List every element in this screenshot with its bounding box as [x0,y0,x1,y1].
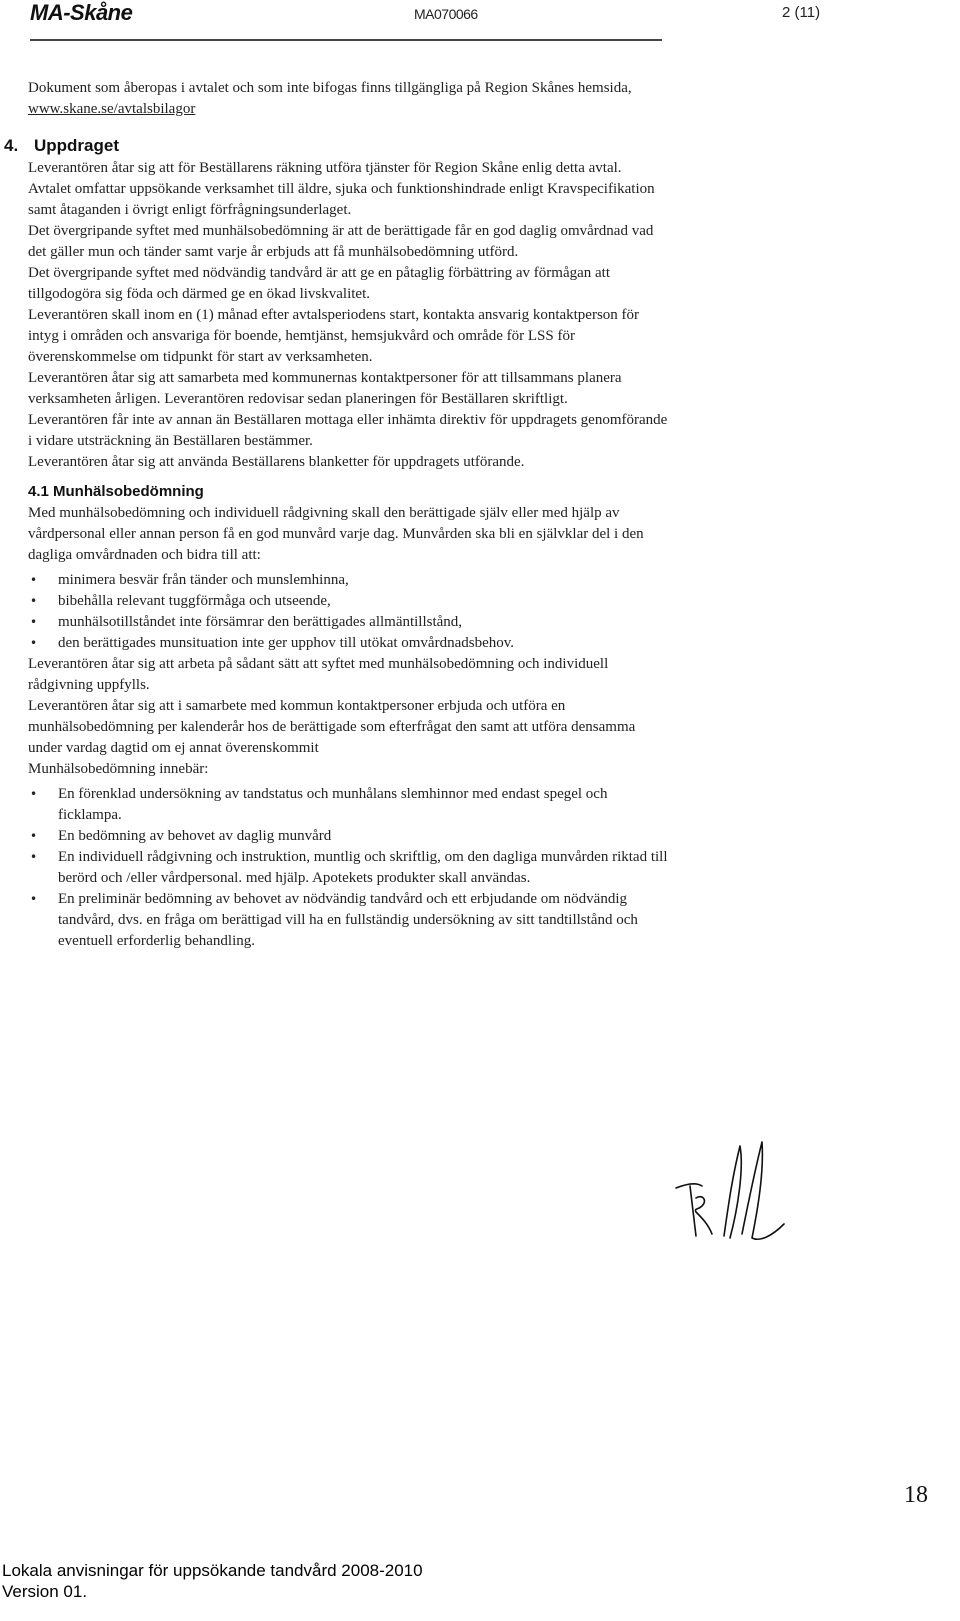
section-4-1-heading: 4.1 Munhälsobedömning [28,483,204,500]
section-4-number: 4. [4,136,19,155]
includes-label: Munhälsobedömning innebär: [28,761,209,777]
list-item: • En bedömning av behovet av daglig munvård [28,826,668,847]
section-4-1-paragraph: Leverantören åtar sig att arbeta på sådant sätt att syftet med munhälsobedömning och individuell rådgivning uppfylls. [28,656,609,693]
footer [2,1560,423,1602]
list-item: • En preliminär bedömning av behovet av nödvändig tandvård och ett erbjudande om nödvändig tandvård, dvs. en fråga om berättigad vill ha en fullständig undersökning av sitt tandtillstånd och eventuell erforderlig behandling. [30,891,638,949]
section-4-1-paragraph: Leverantören åtar sig att i samarbete med kommun kontaktpersoner erbjuda och utföra en munhälsobedömning per kalenderår hos de berättigade som efterfrågat den samt att utföra densamma under vardag dagtid om ej annat överenskommit [28,698,636,756]
includes-list [28,784,668,952]
intro-text: Dokument som åberopas i avtalet och som inte bifogas finns tillgängliga på Region Skånes hemsida, [28,80,632,96]
footer-title: Lokala anvisningar för uppsökande tandvård 2008-2010 [2,1561,423,1580]
bullet-icon: • [30,615,38,629]
list-item: • munhälsotillståndet inte försämrar den berättigades allmäntillstånd, [28,612,668,633]
header-document-id: MA070066 [414,6,478,22]
header-page-count: 2 (11) [782,4,821,21]
header-divider [30,39,662,41]
section-4-1-intro: Med munhälsobedömning och individuell rådgivning skall den berättigade själv eller med hjälp av vårdpersonal eller annan person få en god munvård varje dag. Munvården ska bli en självklar del i den dagliga omvårdnaden och bidra till att: [28,505,644,563]
bullet-icon: • [30,573,38,587]
handwritten-signature [672,1138,792,1258]
section-4-paragraph: Det övergripande syftet med munhälsobedömning är att de berättigade får en god daglig omvårdnad vad det gäller mun och tänder samt varje år erbjuds att få munhälsobedömning utförd. [28,223,654,260]
avtalsbilagor-link[interactable]: www.skane.se/avtalsbilagor [28,101,196,117]
intro-paragraph [28,78,668,120]
section-4-title: Uppdraget [34,136,119,155]
section-4-paragraph: Leverantören skall inom en (1) månad efter avtalsperiodens start, kontakta ansvarig kontaktperson för intyg i områden och ansvariga för boende, hemtjänst, hemsjukvård och område för LSS för överenskommelse om tidpunkt för start av verksamheten. [28,307,640,365]
section-4-paragraph: Leverantören åtar sig att använda Beställarens blanketter för uppdragets utförande. [28,454,525,470]
section-4-paragraph: Avtalet omfattar uppsökande verksamhet till äldre, sjuka och funktionshindrade enligt Kravspecifikation samt åtaganden i övrigt enligt förfrågningsunderlaget. [28,181,655,218]
bullet-icon: • [30,892,38,906]
bullet-icon: • [30,829,38,843]
list-item: • En förenklad undersökning av tandstatus och munhålans slemhinnor med endast spegel och ficklampa. [30,786,608,823]
document-body [4,78,668,952]
section-4-paragraph: Det övergripande syftet med nödvändig tandvård är att ge en påtaglig förbättring av förmågan att tillgodogöra sig föda och därmed ge en ökad livskvalitet. [28,265,611,302]
list-item: • minimera besvär från tänder och munslemhinna, [28,570,668,591]
section-4-paragraph: Leverantören åtar sig att samarbeta med kommunernas kontaktpersoner för att tillsammans planera verksamheten årligen. Leverantören redovisar sedan planeringen för Beställaren skriftligt. [28,370,622,407]
list-item: • En individuell rådgivning och instruktion, muntlig och skriftlig, om den dagliga munvården riktad till berörd och /eller vårdpersonal. med hjälp. Apotekets produkter skall användas. [30,849,668,886]
list-item: • bibehålla relevant tuggförmåga och utseende, [28,591,668,612]
section-4-paragraph: Leverantören åtar sig att för Beställarens räkning utföra tjänster för Region Skåne enlig detta avtal. [28,160,622,176]
bullet-icon: • [30,850,38,864]
bullet-icon: • [30,636,38,650]
header-logo: MA-Skåne [30,0,133,25]
bullet-icon: • [30,787,38,801]
list-item: • den berättigades munsituation inte ger upphov till utökat omvårdnadsbehov. [28,633,668,654]
section-4-paragraph: Leverantören får inte av annan än Beställaren mottaga eller inhämta direktiv för uppdragets genomförande i vidare utsträckning än Beställaren bestämmer. [28,412,668,449]
section-4-heading [4,134,668,158]
page-number: 18 [904,1482,928,1508]
bullet-icon: • [30,594,38,608]
footer-version: Version 01. [2,1582,88,1601]
goals-list [28,570,668,654]
